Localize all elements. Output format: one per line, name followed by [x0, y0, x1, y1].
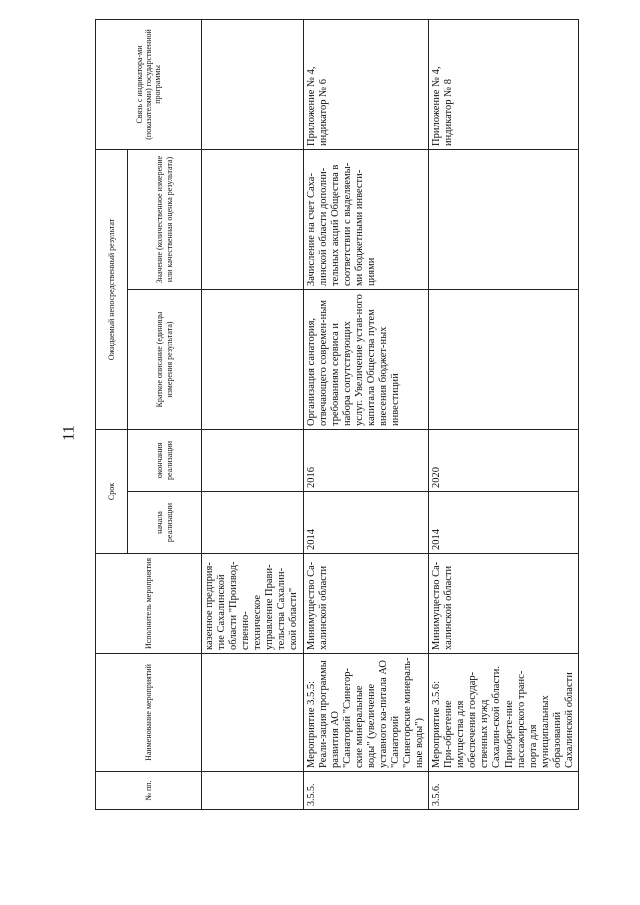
- cell-value: Зачисление на счет Саха-линской области дополни-тельных акций Общества в соответствии с выделяемы-ми бюджетными инвести-циями: [303, 149, 429, 289]
- header-short-desc: Краткое описание (единицы измерения результата): [128, 289, 202, 429]
- cell-name: [202, 654, 304, 772]
- cell-end: [202, 429, 304, 491]
- cell-num: [202, 772, 304, 810]
- cell-name: Мероприятие 3.5.5: Реали-зация программы развития АО "Санаторий "Синегор-ские минеральные воды" (увеличение уставного ка-питала АО "Санаторий "Синегорские минераль-ные воды"): [303, 654, 429, 772]
- cell-start: [202, 492, 304, 554]
- header-term: Срок: [96, 429, 128, 553]
- header-end: окончания реализации: [128, 429, 202, 491]
- cell-end: 2016: [303, 429, 429, 491]
- cell-num: 3.5.6.: [429, 772, 579, 810]
- cell-end: 2020: [429, 429, 579, 491]
- header-executor: Исполнитель мероприятия: [96, 554, 202, 654]
- cell-executor: Минимущество Са-халинской области: [303, 554, 429, 654]
- table-row: [303, 19, 429, 809]
- cell-link: Приложение № 4, индикатор № 8: [429, 19, 579, 149]
- cell-num: 3.5.5.: [303, 772, 429, 810]
- header-name: Наименование мероприятий: [96, 654, 202, 772]
- page-number: 11: [60, 425, 78, 441]
- table-rotation-frame: [95, 20, 575, 810]
- cell-link: Приложение № 4, индикатор № 6: [303, 19, 429, 149]
- activities-table: [95, 19, 579, 810]
- cell-link: [202, 19, 304, 149]
- cell-desc: [429, 289, 579, 429]
- cell-start: 2014: [429, 492, 579, 554]
- table-row: [429, 19, 579, 809]
- header-start: начала реализации: [128, 492, 202, 554]
- cell-start: 2014: [303, 492, 429, 554]
- header-num: № пп.: [96, 772, 202, 810]
- cell-name: Мероприятие 3.5.6: При-обретение имущества для обеспечения государ-ственных нужд Сахалин-ской области. Приобрете-ние пассажирского транс-порта для муниципальных образований Сахалинской области: [429, 654, 579, 772]
- cell-value: [202, 149, 304, 289]
- activities-table-wrapper: [95, 20, 575, 810]
- cell-value: [429, 149, 579, 289]
- cell-desc: [202, 289, 304, 429]
- header-expected-result: Ожидаемый непосредственный результат: [96, 149, 128, 429]
- header-value: Значение (количественное измерение или качественная оценка результата): [128, 149, 202, 289]
- cell-desc: Организация санатория, отвечающего современ-ным требованиям сервиса и набора сопутствующих услуг. Увеличение устав-ного капитала Общества путем внесения бюджет-ных инвестиций: [303, 289, 429, 429]
- cell-executor: Минимущество Са-халинской области: [429, 554, 579, 654]
- table-row: [202, 19, 304, 809]
- cell-executor: казенное предприя-тие Сахалинской области "Производ-ственно-техническое управление Прави-тельства Сахалин-ской области": [202, 554, 304, 654]
- header-indicator-link: Связь с индикатора-ми (показателями) государственной программы: [96, 19, 202, 149]
